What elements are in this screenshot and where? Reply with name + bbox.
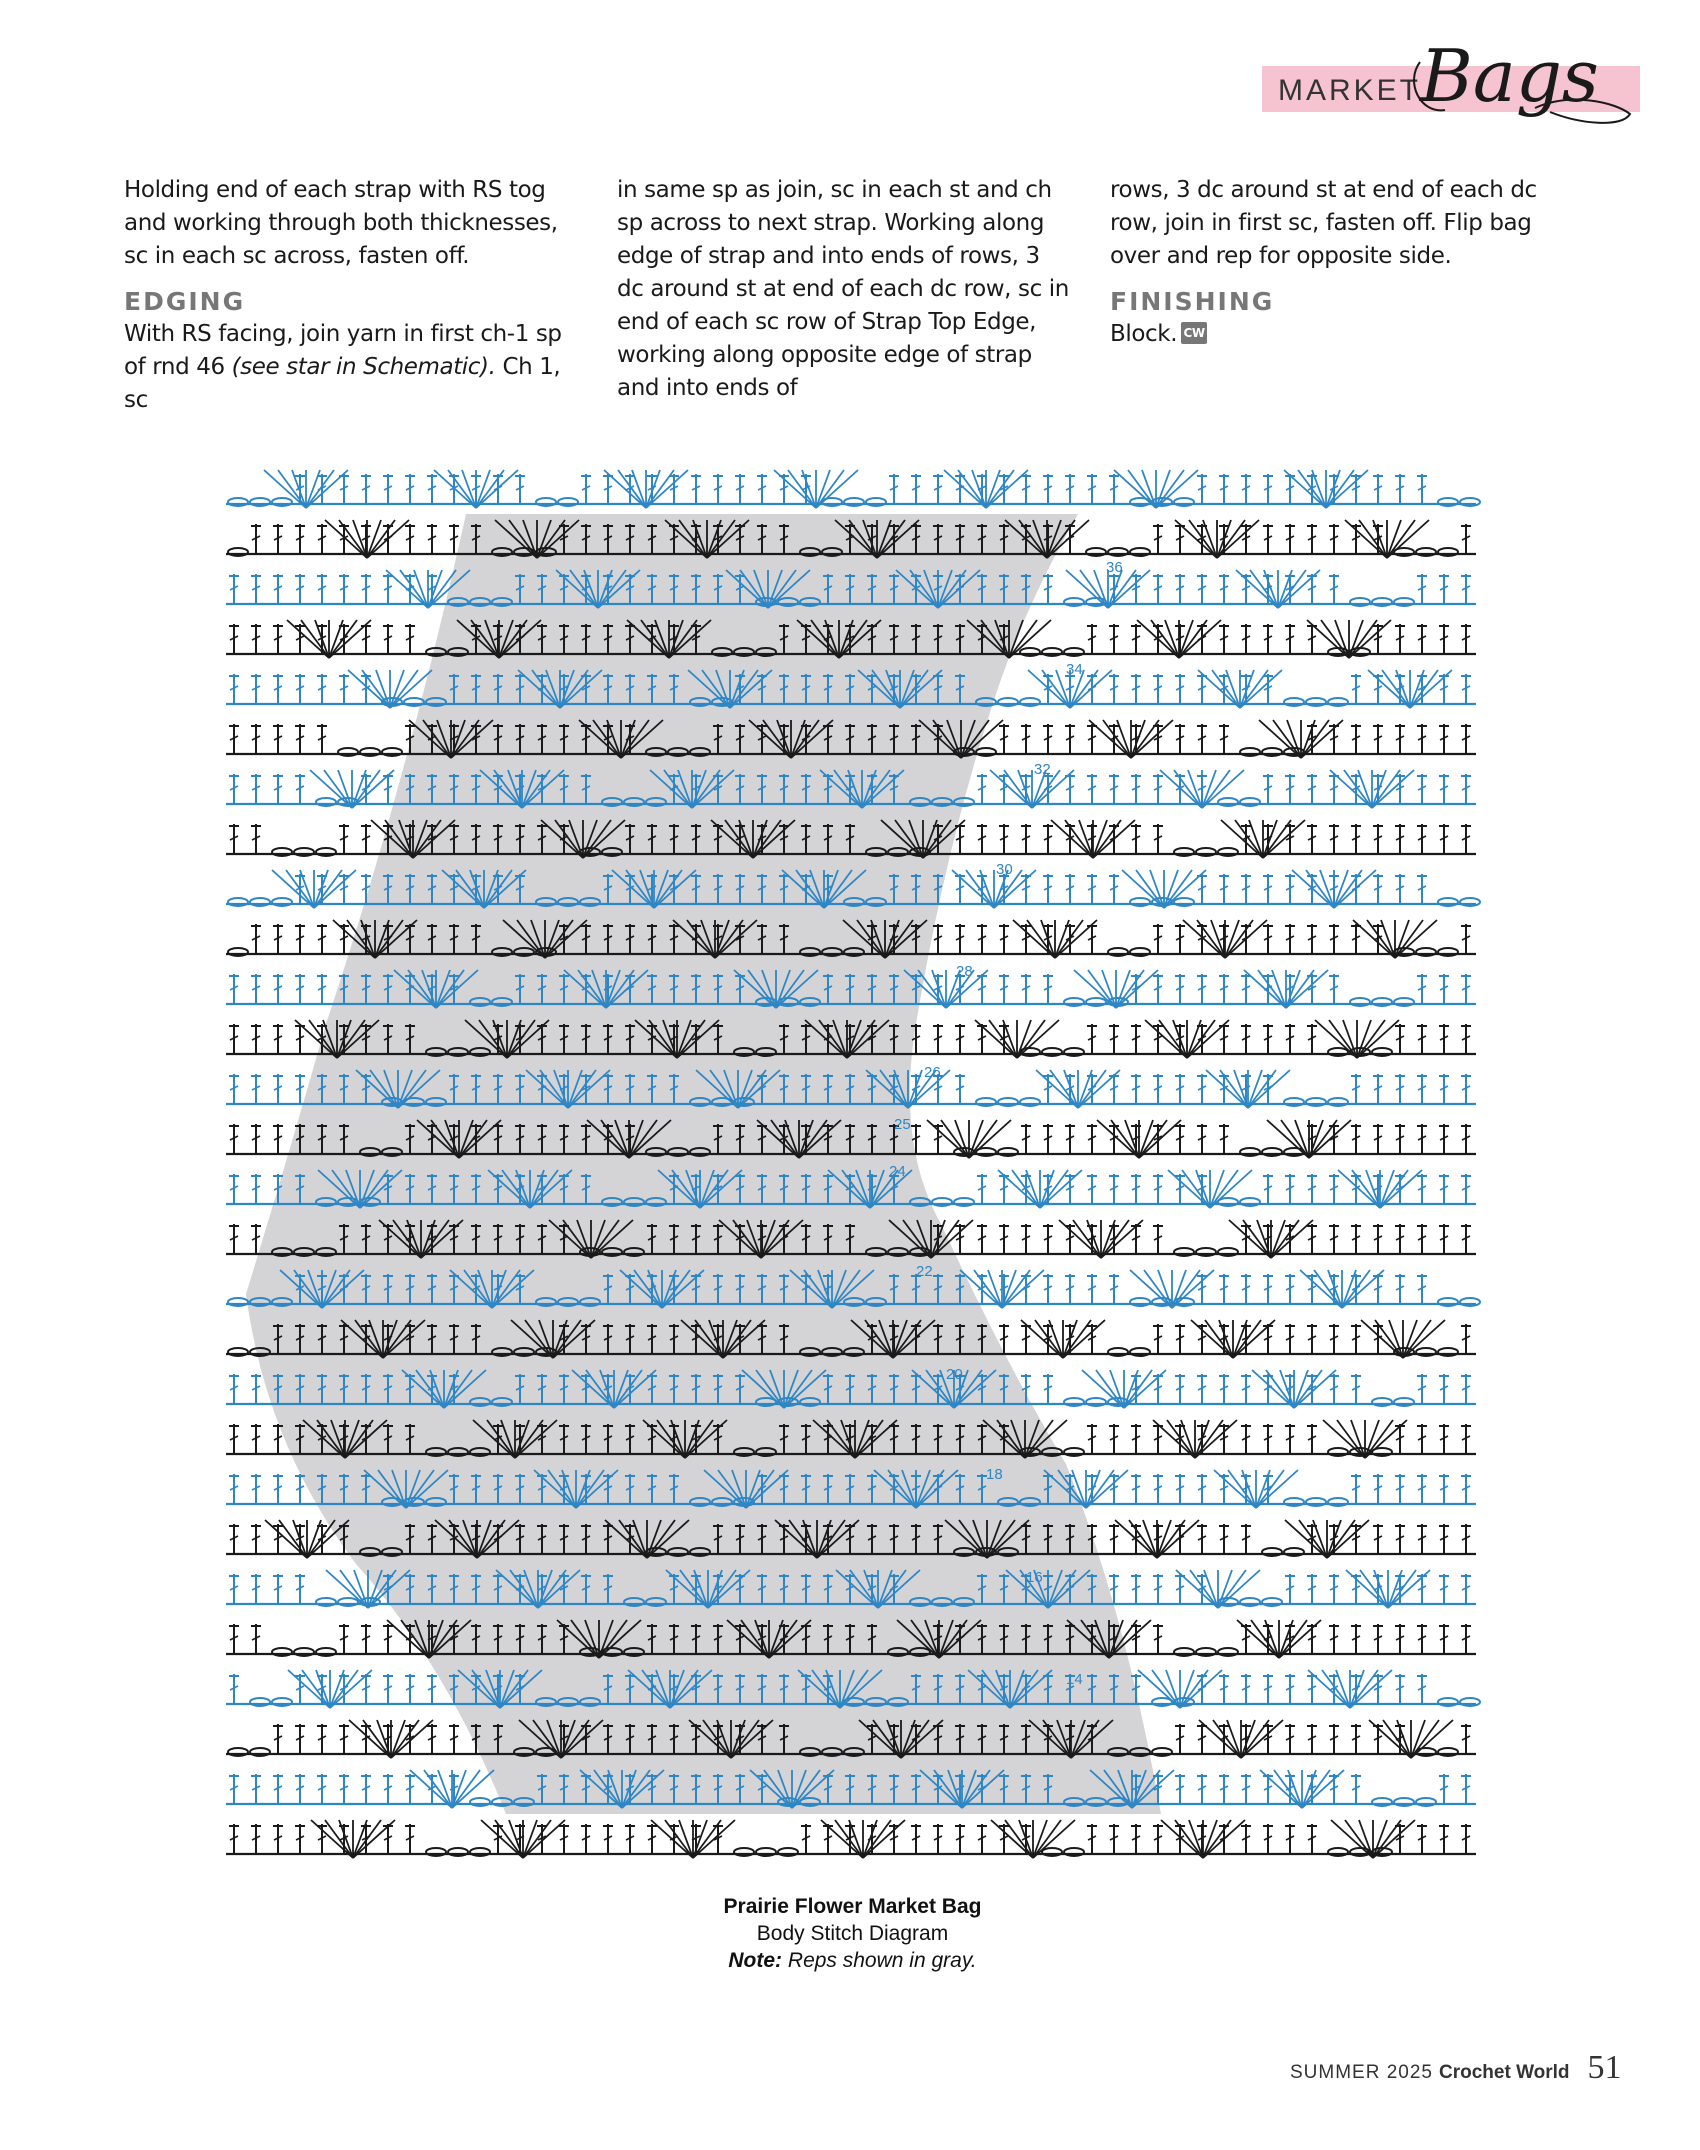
edging-text-a: With RS facing, join yarn in first ch-1 sp of rnd 46 <box>124 321 562 380</box>
row-number-label: 32 <box>1034 761 1051 778</box>
stitch-diagram <box>226 464 1488 1864</box>
text-column-1 <box>124 174 579 417</box>
row-number-label: 22 <box>916 1263 933 1280</box>
row-number-label: 25 <box>894 1116 911 1133</box>
row-number-label: 24 <box>889 1163 906 1180</box>
edging-continued-paragraph: in same sp as join, sc in each st and ch sp across to next strap. Working along edge of strap and into ends of rows, 3 dc around st at end of each dc row, sc in end of each sc row of Strap Top Edge, working along opposite edge of strap and into ends of <box>617 177 1069 401</box>
header-swash-decoration <box>1400 34 1640 132</box>
cw-end-badge: CW <box>1181 322 1207 344</box>
row-number-label: 34 <box>1066 661 1083 678</box>
text-column-3 <box>1110 174 1565 351</box>
stitch-row <box>226 470 1480 508</box>
row-number-label: 14 <box>1066 1671 1083 1688</box>
edging-heading: EDGING <box>124 287 246 316</box>
stitch-row <box>226 1770 1476 1808</box>
strap-join-paragraph: Holding end of each strap with RS tog and working through both thicknesses, sc in each sc across, fasten off. <box>124 177 558 269</box>
footer-issue: SUMMER 2025 <box>1290 2062 1433 2083</box>
row-number-label: 20 <box>946 1366 963 1383</box>
stitch-row <box>226 1620 1476 1658</box>
stitch-row <box>226 570 1476 608</box>
row-number-label: 36 <box>1106 559 1123 576</box>
finishing-heading: FINISHING <box>1110 287 1275 316</box>
row-number-label: 16 <box>1026 1569 1043 1586</box>
caption-note <box>600 1947 1105 1974</box>
row-number-label: 30 <box>996 861 1013 878</box>
edging-text-c: Ch 1, sc <box>124 354 561 413</box>
row-number-label: 26 <box>924 1064 941 1081</box>
footer-magazine: Crochet World <box>1439 2062 1570 2083</box>
caption-subtitle: Body Stitch Diagram <box>756 1922 949 1945</box>
header-bags: Bags <box>1420 34 1599 118</box>
header-market: MARKET <box>1278 74 1422 107</box>
edging-schematic-ref: (see star in Schematic). <box>231 354 496 380</box>
caption-note-text: Reps shown in gray. <box>782 1949 977 1972</box>
row-number-label: 28 <box>956 963 973 980</box>
stitch-row <box>226 620 1476 658</box>
page-number: 51 <box>1587 2049 1622 2086</box>
finishing-text: Block. <box>1110 321 1178 347</box>
edging-end-paragraph: rows, 3 dc around st at end of each dc row, join in first sc, fasten off. Flip bag over and rep for opposite side. <box>1110 177 1537 269</box>
stitch-row <box>226 520 1476 558</box>
text-column-2 <box>617 174 1072 405</box>
stitch-row <box>226 820 1476 858</box>
stitch-row <box>226 1820 1476 1858</box>
stitch-row <box>226 1220 1476 1258</box>
edging-paragraph <box>124 318 579 417</box>
caption-title: Prairie Flower Market Bag <box>723 1895 982 1918</box>
page-footer <box>1290 2049 1622 2087</box>
caption-note-label: Note: <box>728 1949 783 1972</box>
stitch-row <box>226 670 1476 708</box>
finishing-paragraph <box>1110 318 1565 351</box>
gray-repeat-region <box>246 514 1161 1814</box>
row-number-label: 18 <box>986 1466 1003 1483</box>
diagram-caption <box>600 1893 1105 1974</box>
